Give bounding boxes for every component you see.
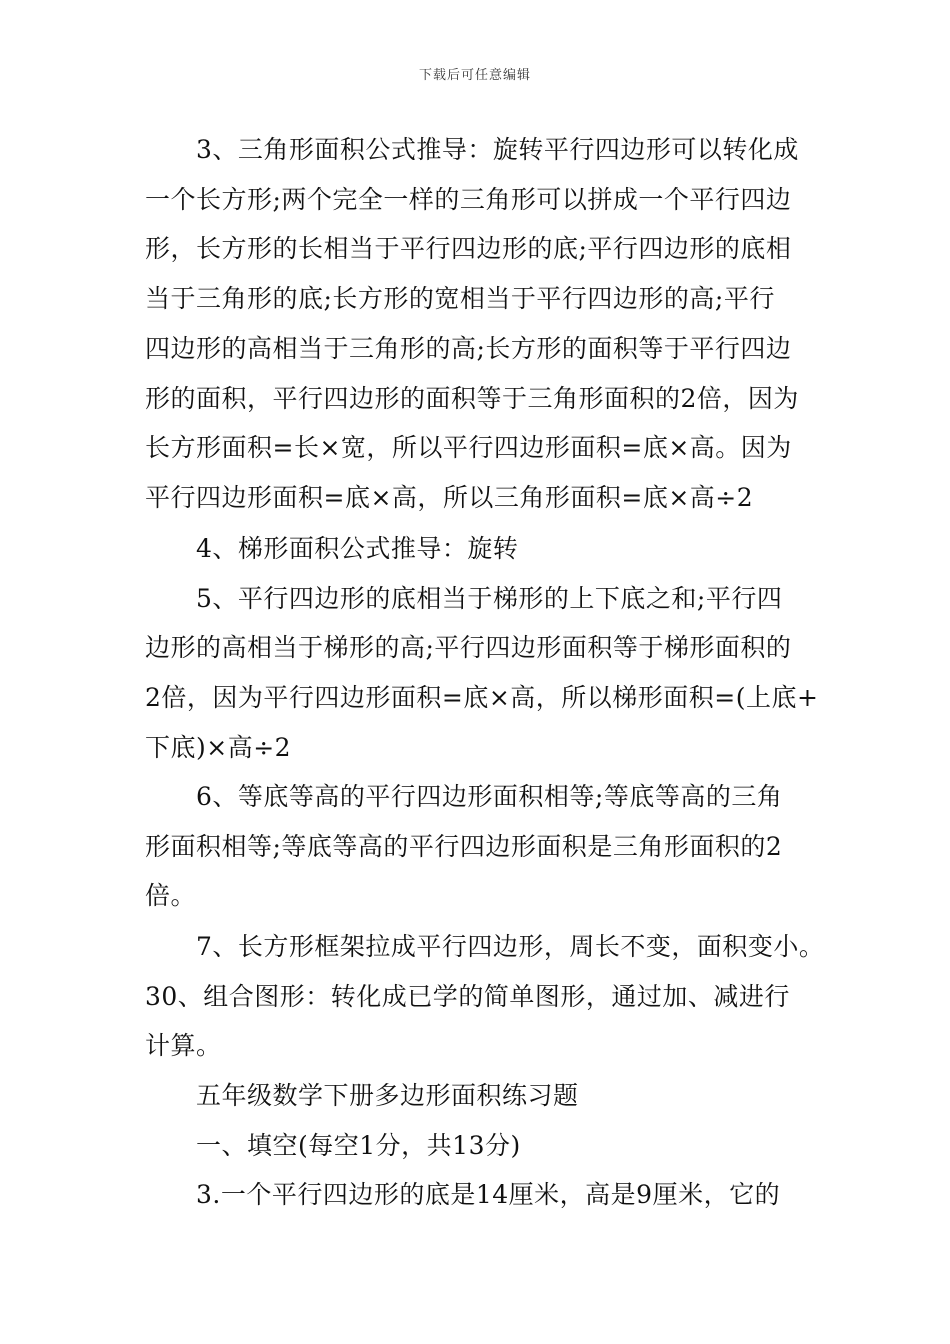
text-line: 下底)×高÷2 — [145, 733, 292, 762]
text-line: 形面积相等;等底等高的平行四边形面积是三角形面积的2 — [145, 832, 783, 861]
text-line: 形，长方形的长相当于平行四边形的底;平行四边形的底相 — [145, 234, 792, 263]
text-line: 3、三角形面积公式推导：旋转平行四边形可以转化成 — [196, 135, 799, 164]
text-line: 长方形面积=长×宽，所以平行四边形面积=底×高。因为 — [145, 433, 792, 462]
text-line: 四边形的高相当于三角形的高;长方形的面积等于平行四边 — [145, 334, 792, 363]
text-line: 4、梯形面积公式推导：旋转 — [196, 534, 519, 563]
text-line: 30、组合图形：转化成已学的简单图形，通过加、减进行 — [145, 982, 790, 1011]
text-line: 6、等底等高的平行四边形面积相等;等底等高的三角 — [196, 782, 783, 811]
subsection-title: 一、填空(每空1分，共13分) — [196, 1131, 521, 1160]
text-line: 当于三角形的底;长方形的宽相当于平行四边形的高;平行 — [145, 284, 775, 313]
text-line: 2倍，因为平行四边形面积=底×高，所以梯形面积=(上底+ — [145, 683, 819, 712]
section-title: 五年级数学下册多边形面积练习题 — [196, 1081, 579, 1110]
text-line: 平行四边形面积=底×高，所以三角形面积=底×高÷2 — [145, 483, 754, 512]
text-line: 倍。 — [145, 881, 197, 910]
text-line: 形的面积，平行四边形的面积等于三角形面积的2倍，因为 — [145, 384, 799, 413]
page-header: 下载后可任意编辑 — [418, 68, 531, 83]
text-line: 5、平行四边形的底相当于梯形的上下底之和;平行四 — [196, 584, 783, 613]
text-line: 3.一个平行四边形的底是14厘米，高是9厘米，它的 — [196, 1180, 781, 1209]
text-line: 7、长方形框架拉成平行四边形，周长不变，面积变小。 — [196, 932, 825, 961]
text-line: 一个长方形;两个完全一样的三角形可以拼成一个平行四边 — [145, 185, 792, 214]
text-line: 计算。 — [145, 1031, 222, 1060]
text-line: 边形的高相当于梯形的高;平行四边形面积等于梯形面积的 — [145, 633, 792, 662]
